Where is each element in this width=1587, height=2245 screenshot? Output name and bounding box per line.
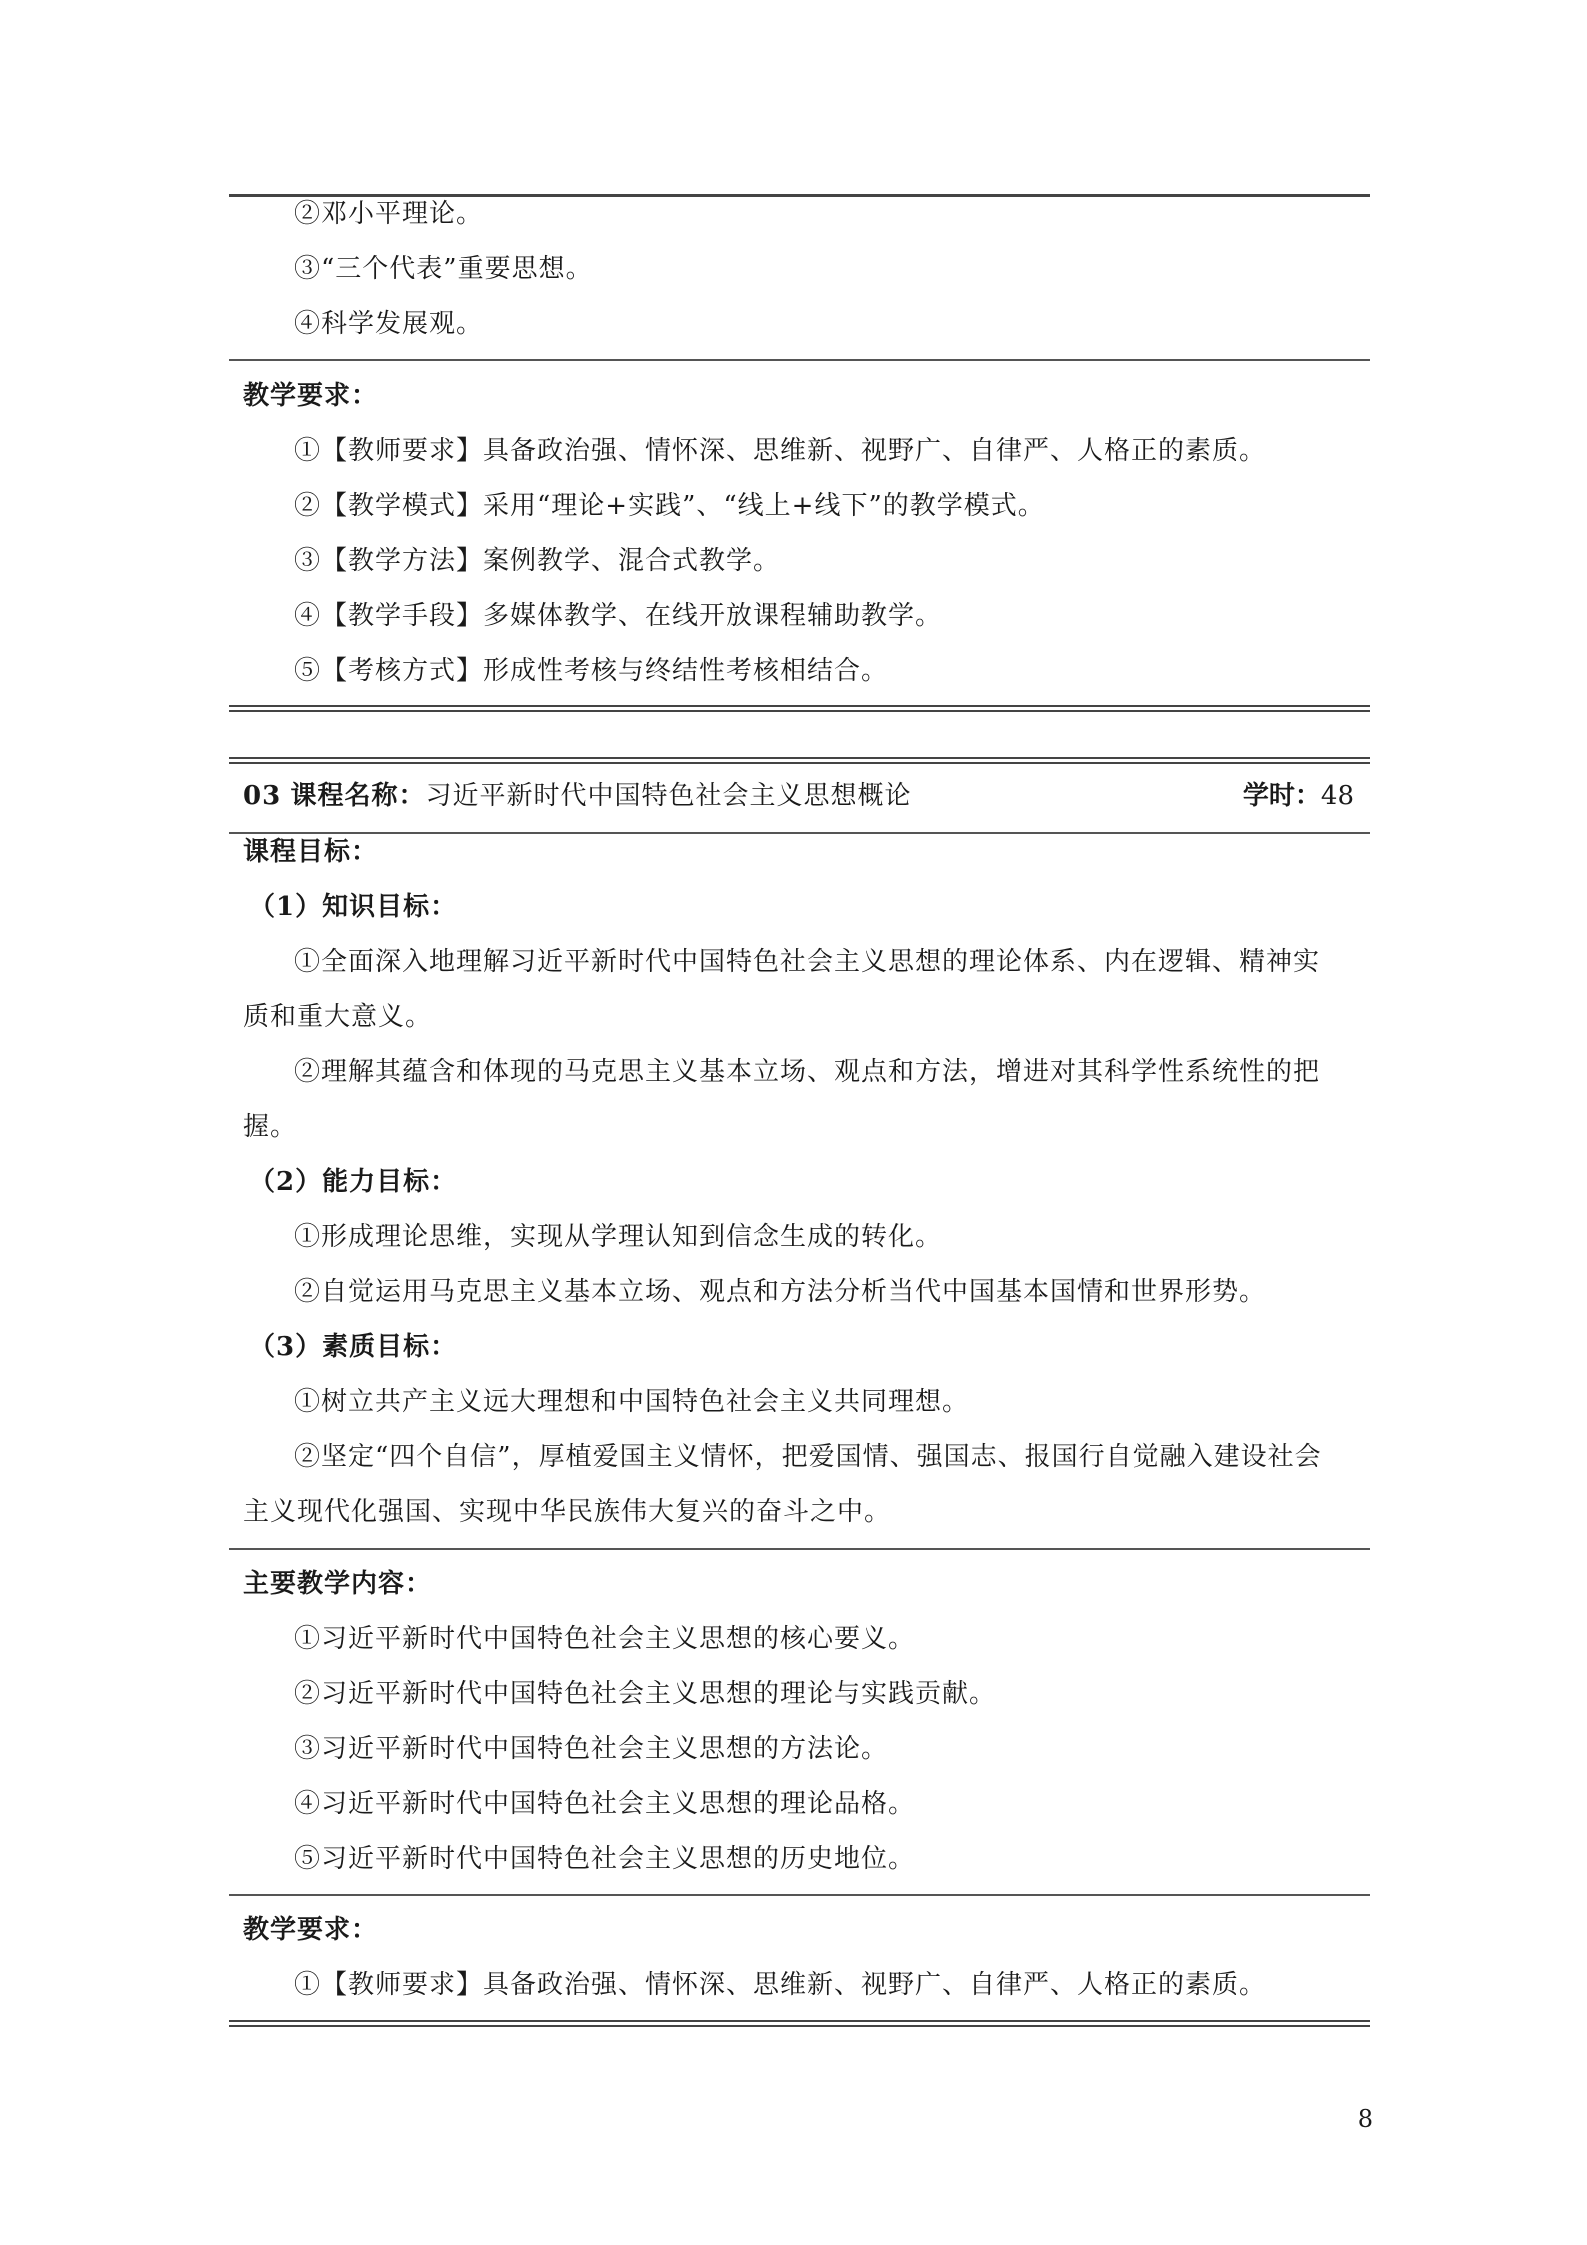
knowledge-line: ②理解其蕴含和体现的马克思主义基本立场、观点和方法，增进对其科学性系统性的把 [294,1057,1321,1087]
section-divider [229,359,1370,361]
content-item: ②习近平新时代中国特色社会主义思想的理论与实践贡献。 [294,1679,997,1709]
requirements-heading: 教学要求： [243,1915,379,1945]
requirement-item: ②【教学模式】采用“理论+实践”、“线上+线下”的教学模式。 [294,491,1045,521]
course-name-label: 课程名称： [290,781,426,811]
course-header-divider [229,832,1370,834]
content-item: ④习近平新时代中国特色社会主义思想的理论品格。 [294,1789,916,1819]
content-item: ③“三个代表”重要思想。 [294,254,593,284]
hours-value: 48 [1320,781,1354,811]
course-top-rule [229,757,1370,764]
knowledge-line: 质和重大意义。 [243,1002,433,1032]
requirements-heading: 教学要求： [243,381,379,411]
content-item: ①习近平新时代中国特色社会主义思想的核心要义。 [294,1624,916,1654]
hours-label: 学时： [1242,781,1321,811]
objectives-heading: 课程目标： [243,837,379,867]
content-heading: 主要教学内容： [243,1569,433,1599]
knowledge-line: 握。 [243,1112,298,1142]
course-bottom-rule [229,2020,1370,2027]
course-hours [1243,778,1354,814]
knowledge-heading: （1）知识目标： [249,892,458,922]
table-bottom-rule [229,705,1370,712]
course-title-row [243,778,911,814]
ability-line: ②自觉运用马克思主义基本立场、观点和方法分析当代中国基本国情和世界形势。 [294,1277,1267,1307]
course-name: 习近平新时代中国特色社会主义思想概论 [425,781,912,811]
requirement-item: ①【教师要求】具备政治强、情怀深、思维新、视野广、自律严、人格正的素质。 [294,1970,1267,2000]
requirement-item: ③【教学方法】案例教学、混合式教学。 [294,546,781,576]
quality-heading: （3）素质目标： [249,1332,458,1362]
quality-line: 主义现代化强国、实现中华民族伟大复兴的奋斗之中。 [243,1497,892,1527]
ability-heading: （2）能力目标： [249,1167,458,1197]
section-divider [229,1548,1370,1550]
content-item: ④科学发展观。 [294,309,484,339]
quality-line: ①树立共产主义远大理想和中国特色社会主义共同理想。 [294,1387,970,1417]
quality-line: ②坚定“四个自信”，厚植爱国主义情怀，把爱国情、强国志、报国行自觉融入建设社会 [294,1442,1322,1472]
requirement-item: ⑤【考核方式】形成性考核与终结性考核相结合。 [294,656,889,686]
content-item: ②邓小平理论。 [294,199,484,229]
section-divider [229,1894,1370,1896]
requirement-item: ①【教师要求】具备政治强、情怀深、思维新、视野广、自律严、人格正的素质。 [294,436,1267,466]
requirement-item: ④【教学手段】多媒体教学、在线开放课程辅助教学。 [294,601,943,631]
content-item: ③习近平新时代中国特色社会主义思想的方法论。 [294,1734,889,1764]
ability-line: ①形成理论思维，实现从学理认知到信念生成的转化。 [294,1222,943,1252]
page-number: 8 [1357,2105,1373,2133]
knowledge-line: ①全面深入地理解习近平新时代中国特色社会主义思想的理论体系、内在逻辑、精神实 [294,947,1321,977]
course-number: 03 [243,781,282,811]
content-item: ⑤习近平新时代中国特色社会主义思想的历史地位。 [294,1844,916,1874]
